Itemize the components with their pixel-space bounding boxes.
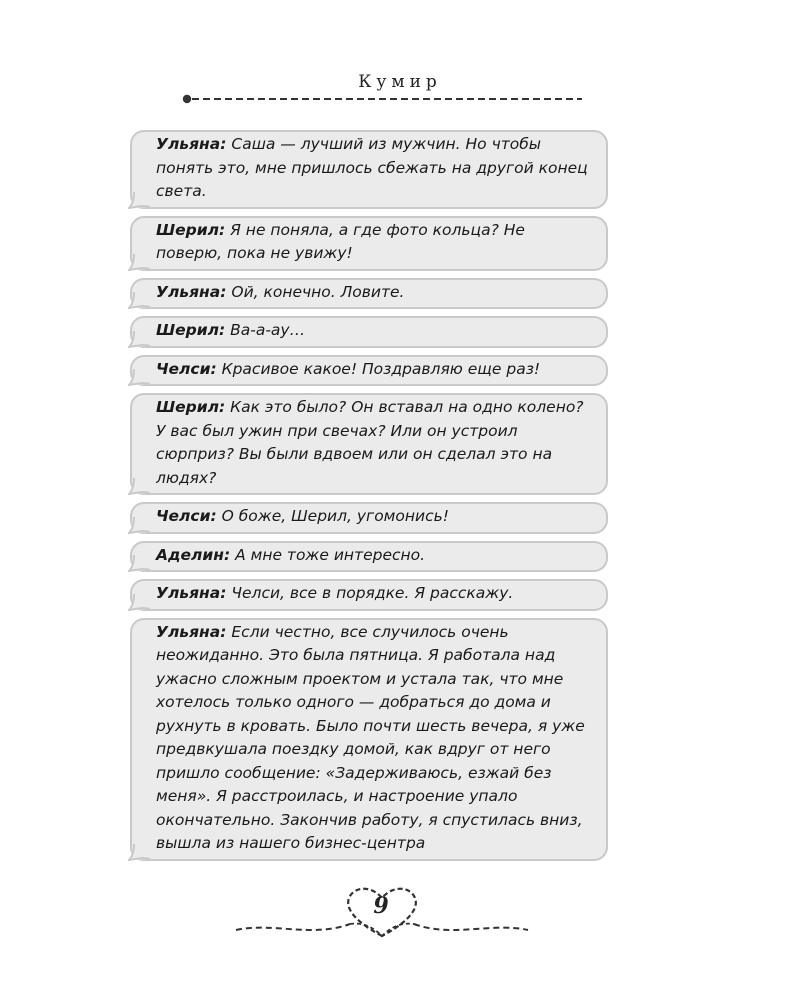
message-bubble <box>130 278 608 310</box>
speaker-name: Шерил: <box>156 321 226 339</box>
bubble-tail <box>128 292 154 310</box>
bubble-tail <box>128 254 154 272</box>
message-text: Ой, конечно. Ловите. <box>231 282 405 301</box>
bubble-tail <box>128 192 154 210</box>
speaker-name: Ульяна: <box>156 584 227 602</box>
speaker-name: Аделин: <box>156 545 231 564</box>
message-bubble <box>130 579 608 611</box>
message-bubble <box>130 130 608 209</box>
message-text: Красивое какое! Поздравляю еще раз! <box>221 359 541 378</box>
message-text: Саша — лучший из мужчин. Но чтобы понять это, мне пришлось сбежать на другой конец света. <box>156 135 588 200</box>
page-number: 9 <box>373 893 389 919</box>
speaker-name: Ульяна: <box>156 282 227 301</box>
message-bubble <box>130 216 608 271</box>
message-text: Как это было? Он вставал на одно колено? У вас был ужин при свечах? Или он устроил сюрприз? Вы были вдвоем или он сделал это на людях? <box>156 398 584 487</box>
header-dashed-rule <box>178 91 586 107</box>
book-title: Кумир <box>358 72 442 92</box>
message-bubble <box>130 393 608 495</box>
message-bubble <box>130 502 608 534</box>
message-bubble <box>130 541 608 573</box>
speaker-name: Ульяна: <box>156 135 227 153</box>
speaker-name: Челси: <box>156 507 217 525</box>
message-text: Ва-а-ау… <box>230 321 306 339</box>
bubble-tail <box>128 517 154 535</box>
message-text: Если честно, все случилось очень неожиданно. Это была пятница. Я работала над ужасно сложным проектом и устала так, что мне хотелось только одного — добраться до дома и рухнуть в кровать. Было почти шесть вечера, я уже предвкушала поездку домой, как вдруг от него пришло сообщение: «Задерживаюсь, езжай без меня». Я расстроилась, и настроение упало окончательно. Закончив работу, я спустилась вниз, вышла из нашего бизнес-центра <box>156 622 585 852</box>
message-text: Я не поняла, а где фото кольца? Не поверю, пока не увижу! <box>156 220 525 262</box>
bubble-tail <box>128 331 154 349</box>
message-text: Челси, все в порядке. Я расскажу. <box>231 584 514 602</box>
message-text: О боже, Шерил, угомонись! <box>221 507 449 525</box>
speaker-name: Ульяна: <box>156 622 227 641</box>
message-bubble <box>130 355 608 387</box>
message-bubble <box>130 316 608 348</box>
bubble-tail <box>128 844 154 862</box>
bubble-tail <box>128 555 154 573</box>
speaker-name: Шерил: <box>156 220 226 239</box>
bubble-tail <box>128 369 154 387</box>
speaker-name: Челси: <box>156 359 217 378</box>
speaker-name: Шерил: <box>156 398 226 416</box>
message-bubble <box>130 618 608 861</box>
message-text: А мне тоже интересно. <box>235 545 426 564</box>
bubble-tail <box>128 478 154 496</box>
bubble-tail <box>128 594 154 612</box>
chat-transcript <box>130 130 608 868</box>
